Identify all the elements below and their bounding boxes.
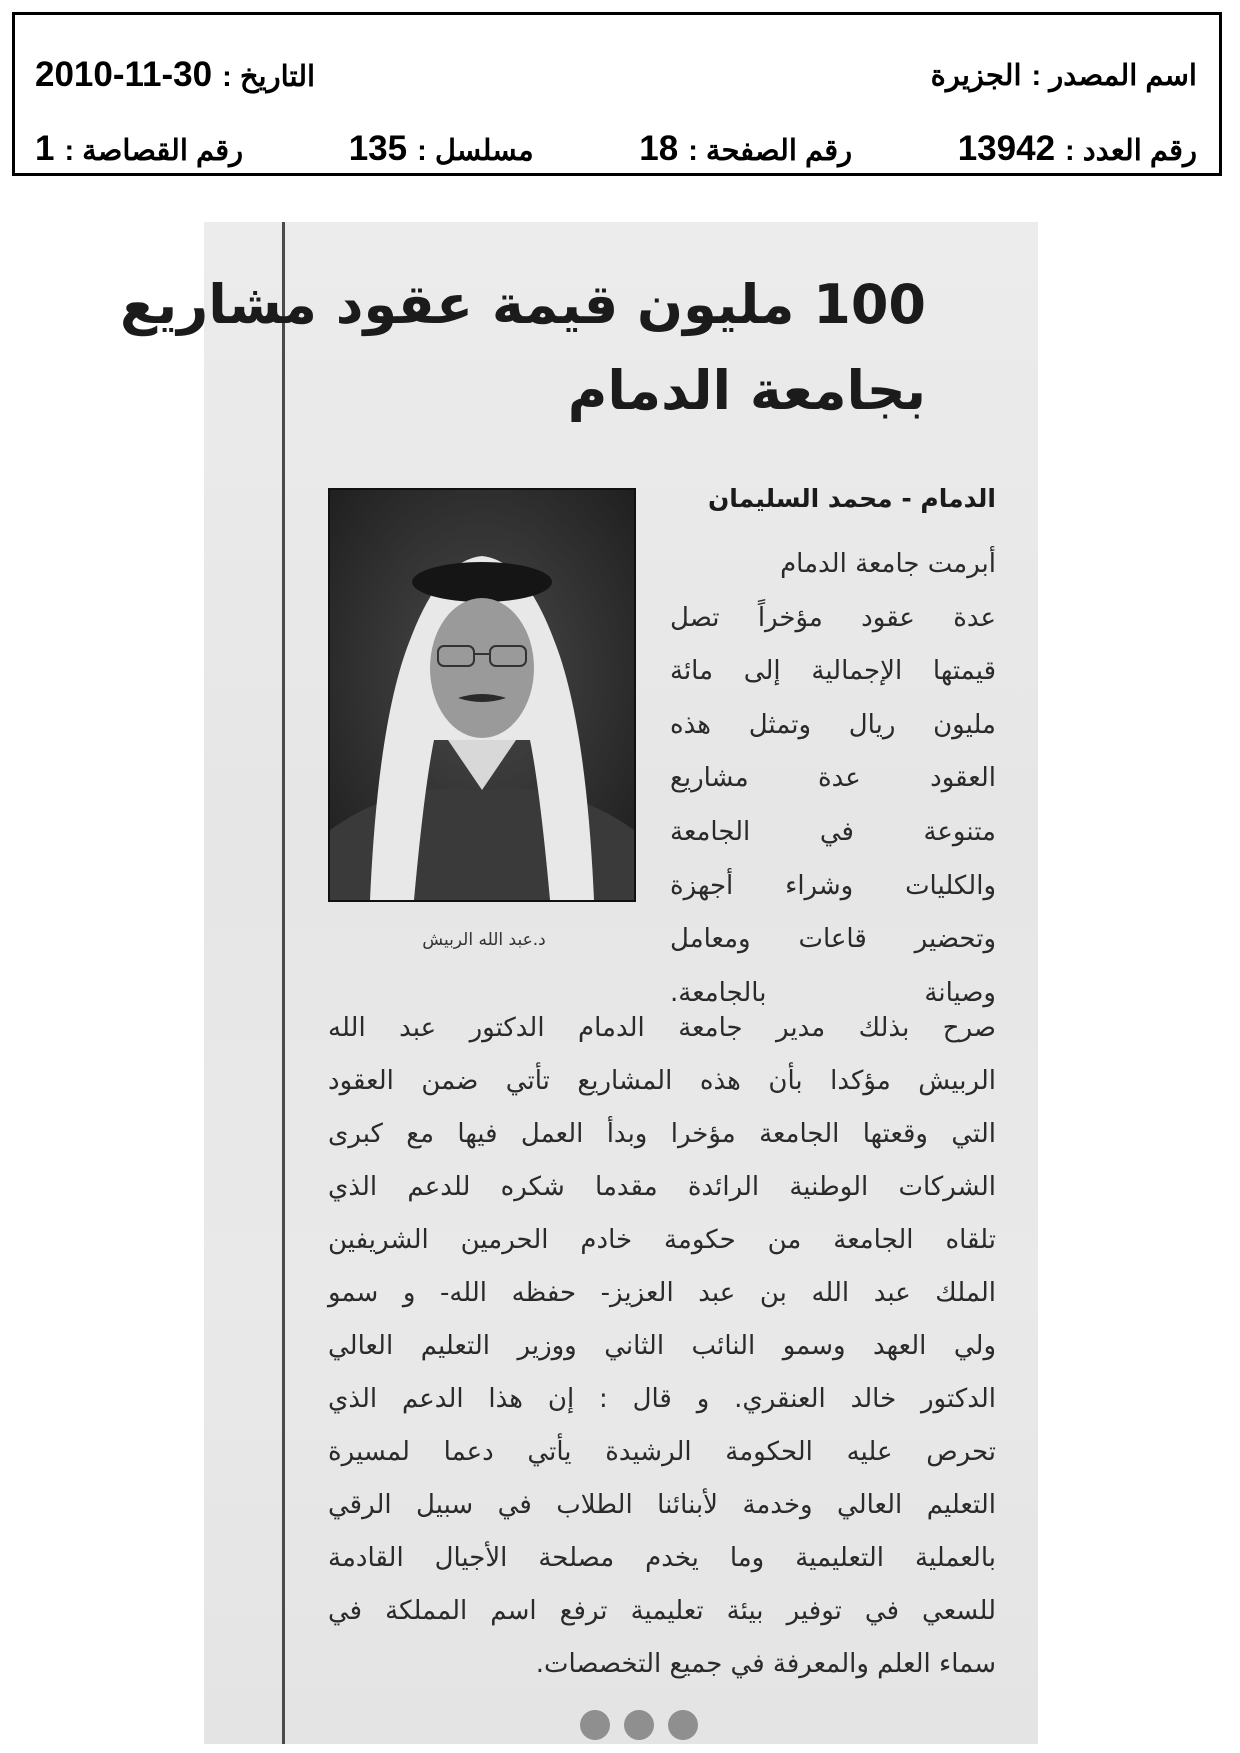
serial-value: 135 bbox=[348, 129, 408, 168]
serial-field bbox=[349, 129, 534, 169]
decorative-dot bbox=[624, 1710, 654, 1740]
text-line: ولي العهد وسمو النائب الثاني ووزير التعليم العالي bbox=[328, 1331, 996, 1361]
text-line: الدكتور خالد العنقري. و قال : إن هذا الدعم الذي bbox=[328, 1384, 996, 1414]
headline-line: بجامعة الدمام bbox=[567, 359, 926, 422]
page-value: 18 bbox=[639, 129, 679, 168]
clip-number-field bbox=[35, 129, 243, 169]
text-line: العقود عدة مشاريع bbox=[670, 763, 996, 794]
text-line: قيمتها الإجمالية إلى مائة bbox=[670, 656, 996, 687]
text-line: أبرمت جامعة الدمام bbox=[780, 549, 996, 579]
column-divider bbox=[282, 222, 285, 1744]
text-line: صرح بذلك مدير جامعة الدمام الدكتور عبد الله bbox=[328, 1013, 996, 1043]
text-line: وصيانة بالجامعة. bbox=[670, 977, 996, 1008]
text-line: الشركات الوطنية الرائدة مقدما شكره للدعم الذي bbox=[328, 1172, 996, 1202]
source-value: الجزيرة bbox=[930, 59, 1022, 92]
clipping-info-box bbox=[12, 12, 1222, 176]
text-line: تلقاه الجامعة من حكومة خادم الحرمين الشريفين bbox=[328, 1225, 996, 1255]
text-line: عدة عقود مؤخراً تصل bbox=[670, 602, 996, 633]
headline-line: 100 مليون قيمة عقود مشاريع bbox=[120, 273, 926, 336]
text-line: سماء العلم والمعرفة في جميع التخصصات. bbox=[535, 1649, 996, 1679]
article-body bbox=[328, 1002, 996, 1691]
text-line: متنوعة في الجامعة bbox=[670, 816, 996, 847]
photo-caption: د.عبد الله الربيش bbox=[422, 930, 546, 950]
article-byline: الدمام - محمد السليمان bbox=[707, 484, 996, 513]
article-intro-column bbox=[670, 538, 996, 1020]
text-line: وتحضير قاعات ومعامل bbox=[670, 924, 996, 955]
clip-number-value: 1 bbox=[35, 129, 55, 168]
date-value: 2010-11-30 bbox=[35, 55, 213, 94]
text-line: بالعملية التعليمية وما يخدم مصلحة الأجيال القادمة bbox=[328, 1543, 996, 1573]
text-line: والكليات وشراء أجهزة bbox=[670, 870, 996, 901]
date-label: التاريخ : bbox=[222, 61, 316, 93]
date-field bbox=[35, 55, 315, 95]
portrait-illustration bbox=[330, 490, 634, 900]
clip-number-label: رقم القصاصة : bbox=[64, 135, 244, 167]
text-line: تحرص عليه الحكومة الرشيدة يأتي دعما لمسيرة bbox=[328, 1437, 996, 1467]
text-line: للسعي في توفير بيئة تعليمية ترفع اسم المملكة في bbox=[328, 1596, 996, 1626]
serial-label: مسلسل : bbox=[417, 135, 534, 167]
text-line: التي وقعتها الجامعة مؤخرا وبدأ العمل فيها مع كبرى bbox=[328, 1119, 996, 1149]
issue-value: 13942 bbox=[957, 129, 1056, 168]
source-label: اسم المصدر : bbox=[1031, 59, 1197, 92]
info-row-top bbox=[35, 55, 1197, 95]
article-headline bbox=[120, 262, 926, 434]
end-of-article-dots bbox=[580, 1710, 698, 1740]
info-row-bottom bbox=[35, 129, 1197, 169]
newspaper-clipping bbox=[120, 222, 1038, 1744]
text-line: مليون ريال وتمثل هذه bbox=[670, 709, 996, 740]
source-field bbox=[931, 58, 1197, 93]
page-field bbox=[639, 129, 852, 169]
text-line: التعليم العالي وخدمة لأبنائنا الطلاب في سبيل الرقي bbox=[328, 1490, 996, 1520]
decorative-dot bbox=[668, 1710, 698, 1740]
text-line: الربيش مؤكدا بأن هذه المشاريع تأتي ضمن العقود bbox=[328, 1066, 996, 1096]
portrait-photo bbox=[328, 488, 636, 902]
issue-field bbox=[958, 129, 1197, 169]
page-label: رقم الصفحة : bbox=[688, 135, 853, 167]
decorative-dot bbox=[580, 1710, 610, 1740]
issue-label: رقم العدد : bbox=[1065, 135, 1197, 167]
text-line: الملك عبد الله بن عبد العزيز- حفظه الله- و سمو bbox=[328, 1278, 996, 1308]
